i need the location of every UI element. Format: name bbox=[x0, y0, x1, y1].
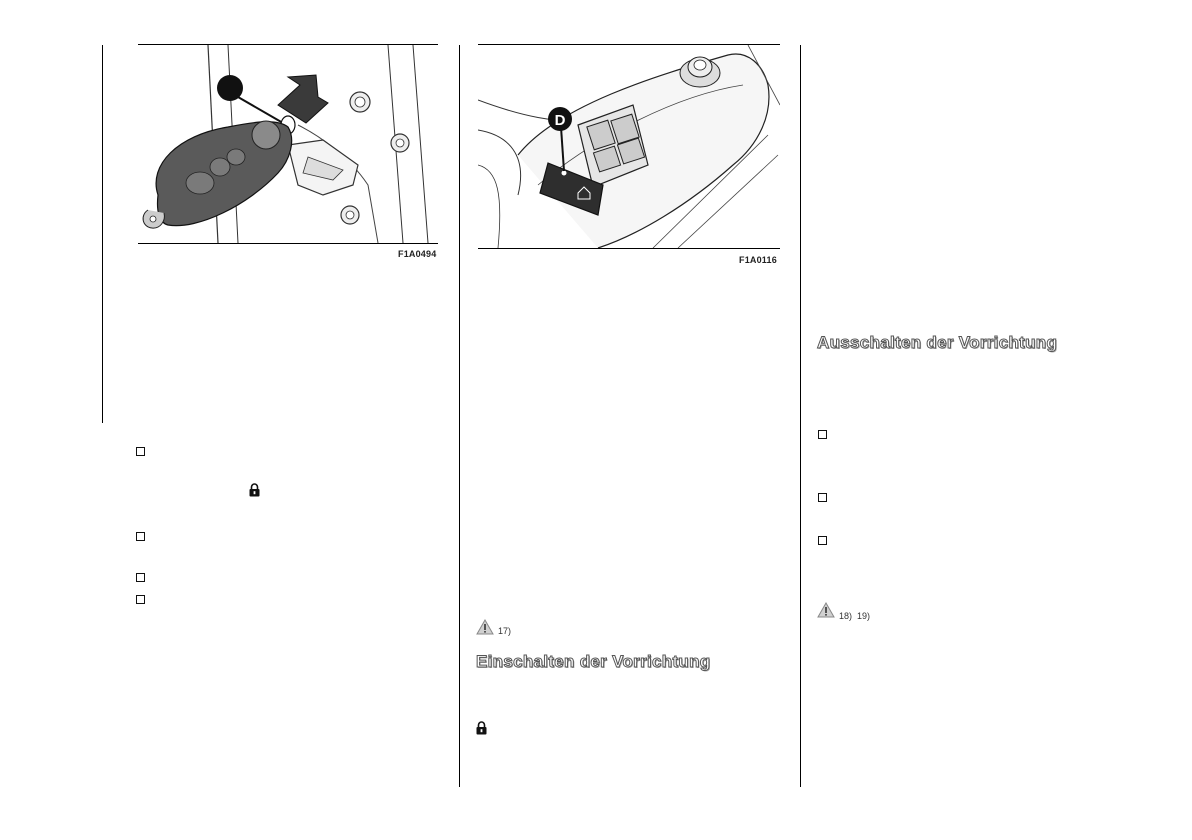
bullet-icon bbox=[136, 595, 145, 604]
warning-triangle-icon bbox=[817, 602, 835, 623]
padlock-icon bbox=[249, 483, 260, 502]
section-heading-enable: Einschalten der Vorrichtung bbox=[476, 652, 711, 671]
padlock-icon bbox=[476, 721, 487, 740]
bullet-icon bbox=[136, 447, 145, 456]
bullet-icon bbox=[136, 573, 145, 582]
figure-window-switch-panel bbox=[478, 45, 780, 248]
figure-callout-d: D bbox=[554, 112, 566, 129]
bullet-icon bbox=[136, 532, 145, 541]
warning-references: 18) 19) bbox=[839, 611, 871, 621]
figure-code-left: F1A0494 bbox=[398, 249, 437, 259]
figure-key-in-door-lock bbox=[138, 45, 438, 243]
section-heading-disable: Ausschalten der Vorrichtung bbox=[817, 333, 1058, 352]
key-door-illustration bbox=[138, 45, 438, 243]
bullet-icon bbox=[818, 430, 827, 439]
switch-panel-illustration bbox=[478, 45, 780, 248]
bullet-icon bbox=[818, 493, 827, 502]
figure-middle-bottom-rule bbox=[478, 248, 780, 249]
column-separator-right bbox=[800, 45, 801, 787]
column-separator-left bbox=[459, 45, 460, 787]
figure-code-middle: F1A0116 bbox=[739, 255, 777, 265]
bullet-icon bbox=[818, 536, 827, 545]
figure-left-bottom-rule bbox=[138, 243, 438, 244]
warning-reference: 17) bbox=[498, 626, 512, 636]
warning-triangle-icon bbox=[476, 619, 494, 640]
left-margin-rule bbox=[102, 45, 103, 423]
